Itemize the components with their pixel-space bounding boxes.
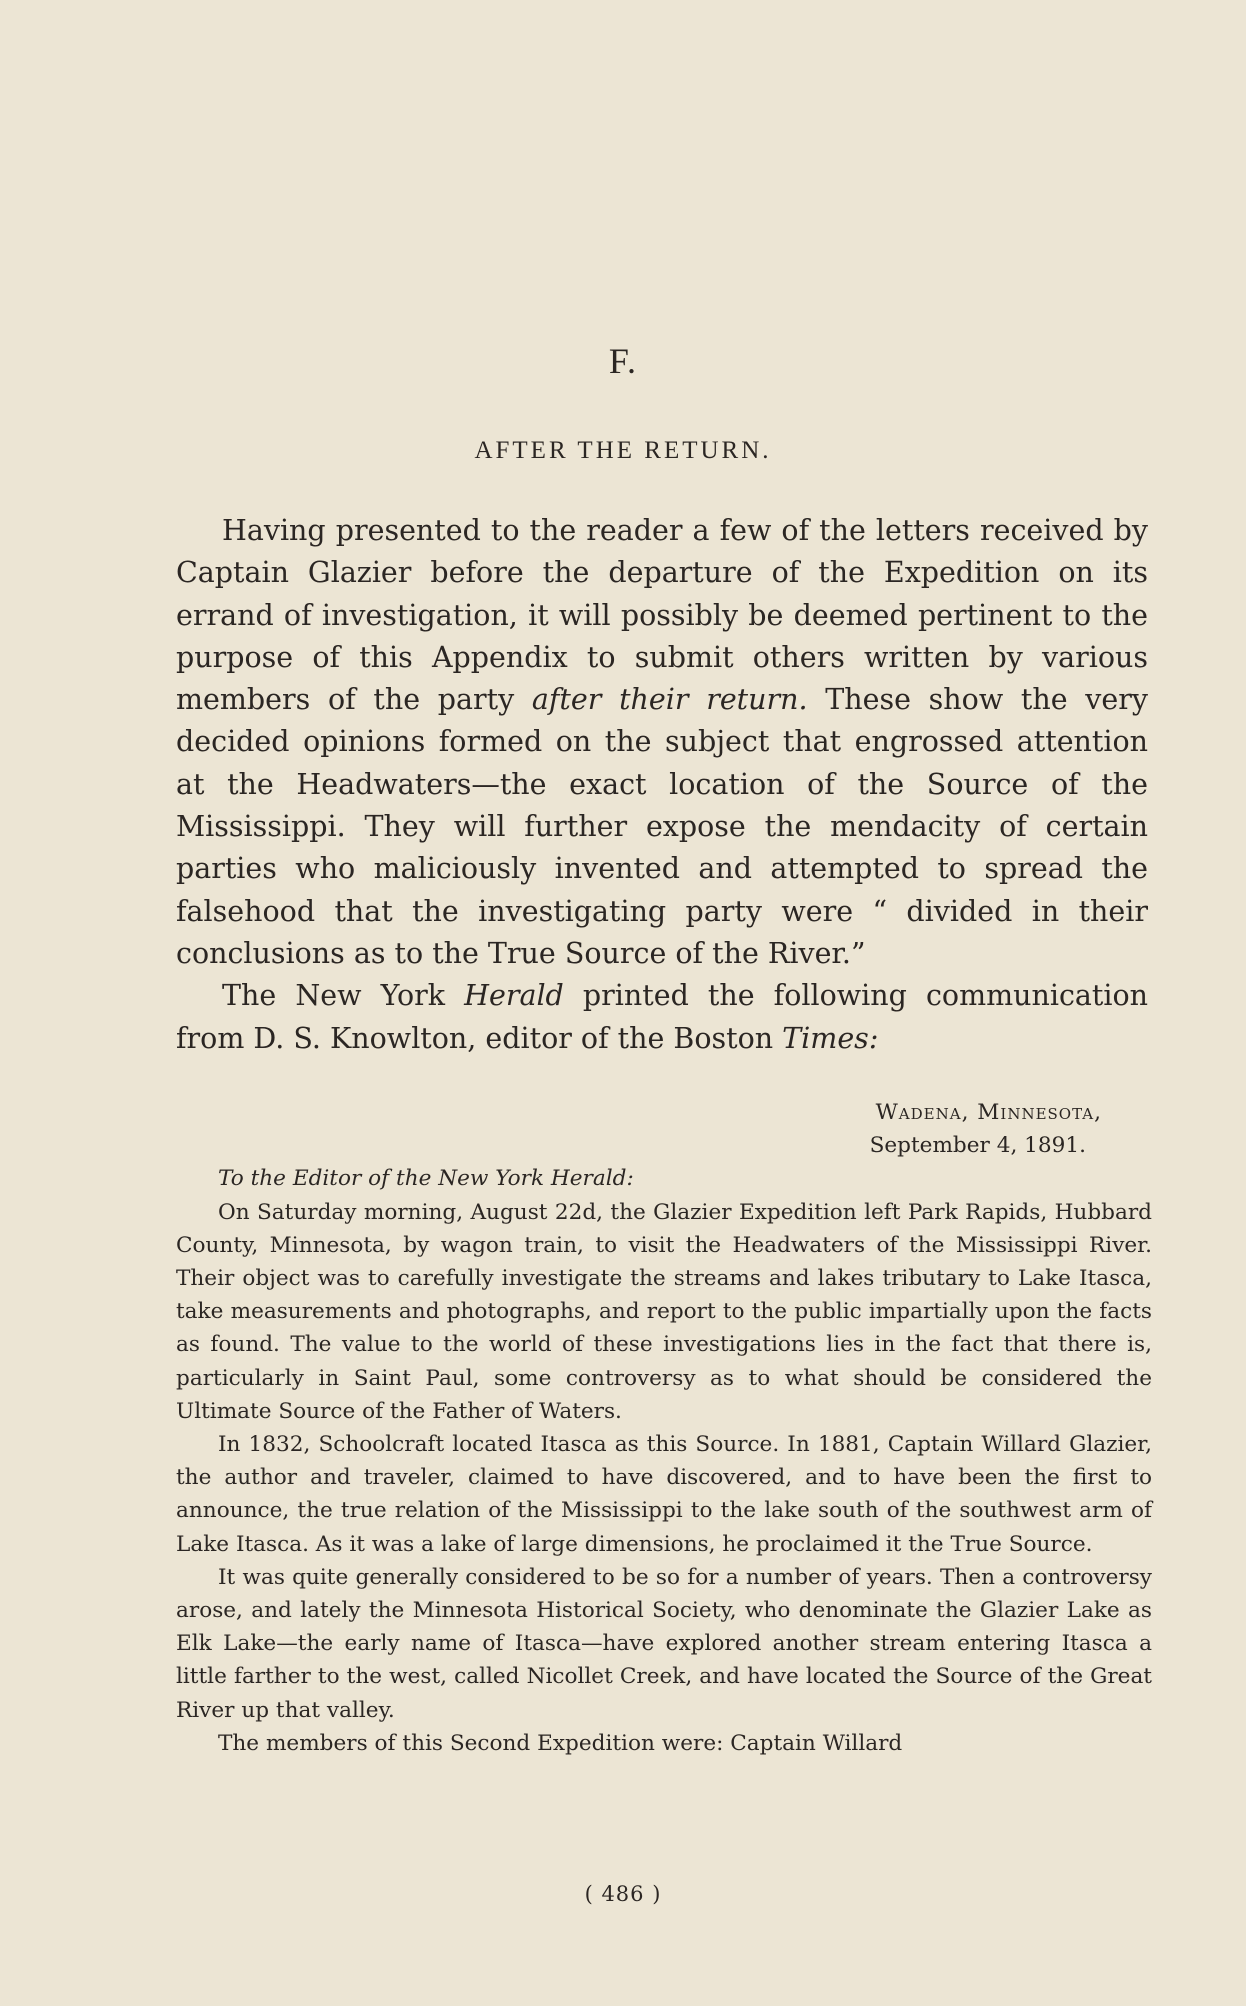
letter-paragraph: It was quite generally considered to be so for a number of years. Then a controversy arose, and lately the Minnesota Historical Society, who denominate the Glazier Lake as Elk Lake—the early name of Itasca—have explored another stream entering Itasca a little farther to the west, called Nicollet Creek, and have located the Source of the Great River up that valley. xyxy=(176,1564,1152,1723)
letter-place: Wadena, Minnesota, xyxy=(875,1100,1102,1125)
letter-paragraph: In 1832, Schoolcraft located Itasca as this Source. In 1881, Captain Willard Glazier, the author and traveler, claimed to have discovered, and to have been the first to announce, the true relation of the Mississippi to the lake south of the southwest arm of Lake Itasca. As it was a lake of large dimensions, he proclaimed it the True Source. xyxy=(176,1432,1152,1557)
letter-paragraph: On Saturday morning, August 22d, the Glazier Expedition left Park Rapids, Hubbard County, Minnesota, by wagon train, to visit the Headwaters of the Mississippi River. Their object was to carefully investigate the streams and lakes tributary to Lake Itasca, take measurements and photographs, and report to the public impartially upon the facts as found. The value to the world of these investigations lies in the fact that there is, particularly in Saint Paul, some controversy as to what should be considered the Ultimate Source of the Father of Waters. xyxy=(176,1199,1152,1424)
newspaper-name-herald: Herald xyxy=(464,979,564,1013)
intro-p2-text: The New York xyxy=(222,979,465,1013)
letter-salutation: To the Editor of the New York Herald: xyxy=(218,1166,634,1192)
intro-paragraph-2 xyxy=(176,975,1148,1060)
section-letter: F. xyxy=(608,341,638,381)
letter-date: September 4, 1891. xyxy=(869,1133,1086,1159)
newspaper-name-times: Times: xyxy=(782,1021,879,1055)
letter-paragraph: The members of this Second Expedition were: Captain Willard xyxy=(218,1730,903,1756)
intro-p2-text-middle: printed the following communication from D. S. Knowlton, editor of the Boston xyxy=(176,979,1149,1055)
page-number: ( 486 ) xyxy=(584,1882,662,1906)
intro-paragraph-1 xyxy=(176,510,1148,975)
quoted-letter xyxy=(176,1096,1152,1760)
intro-text xyxy=(176,510,1148,1060)
letter-dateline xyxy=(176,1096,1152,1162)
intro-p1-text-end: These show the very decided opinions formed on the subject that engrossed attention at the Headwaters—the exact location of the Source of the Mississippi. They will further expose the mendacity of certain parties who maliciously invented and attempted to spread the falsehood that the investigating party were “ divided in their conclusions as to the True Source of the River.” xyxy=(176,683,1148,970)
intro-p1-italic: after their return. xyxy=(531,683,808,717)
intro-p1-text: Having presented to the reader a few of the letters received by Captain Glazier before the departure of the Expedition on its errand of investigation, it will possibly be deemed pertinent to the purpose of this Appendix to submit others written by various members of the party xyxy=(176,514,1148,717)
section-title: AFTER THE RETURN. xyxy=(474,437,772,464)
